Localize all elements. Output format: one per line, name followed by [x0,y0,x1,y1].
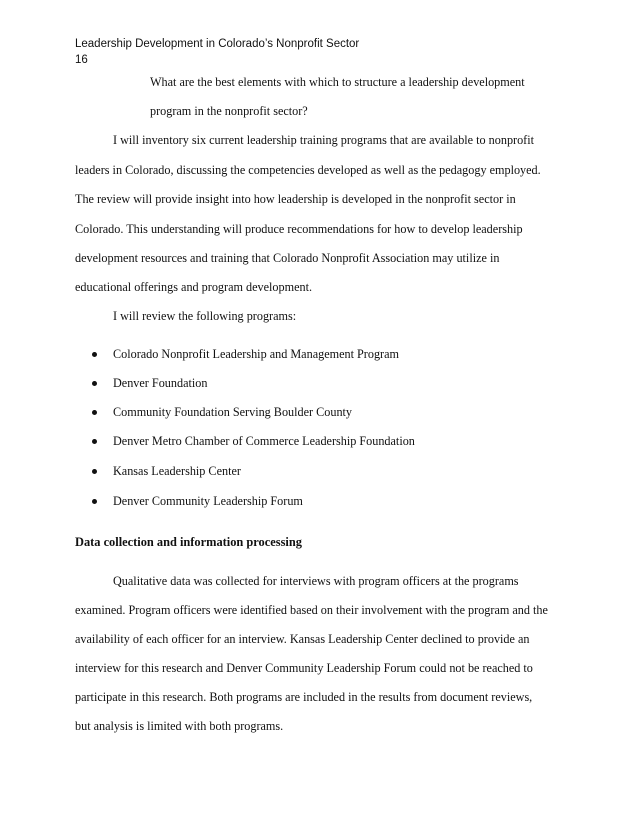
section-heading: Data collection and information processing [75,535,302,549]
bullet-icon [92,410,97,415]
question-line: program in the nonprofit sector? [150,104,308,118]
running-header [75,36,359,68]
bullet-icon [92,381,97,386]
paragraph-line: I will inventory six current leadership training programs that are available to nonprofit [113,133,535,147]
bullet-icon [92,352,97,357]
bullet-icon [92,439,97,444]
paragraph-line: participate in this research. Both programs are included in the results from document reviews, [75,690,533,704]
running-title: Leadership Development in Colorado’s Nonprofit Sector [75,38,360,50]
paragraph-line: The review will provide insight into how leadership is developed in the nonprofit sector in [75,192,516,206]
question-line: What are the best elements with which to structure a leadership development [150,75,525,89]
list-item-label: Denver Metro Chamber of Commerce Leadership Foundation [113,434,415,448]
bullet-icon [92,499,97,504]
paragraph-line: examined. Program officers were identified based on their involvement with the program and the [75,603,548,617]
review-intro-line: I will review the following programs: [113,309,297,323]
paragraph-line: educational offerings and program development. [75,280,313,294]
page-number: 16 [75,54,88,66]
bullet-icon [92,469,97,474]
paragraph-line: interview for this research and Denver Community Leadership Forum could not be reached to [75,661,533,675]
list-item-label: Colorado Nonprofit Leadership and Management Program [113,347,399,361]
paragraph-line: availability of each officer for an interview. Kansas Leadership Center declined to provide an [75,632,530,646]
list-item-label: Kansas Leadership Center [113,464,241,478]
paragraph-line: but analysis is limited with both programs. [75,719,284,733]
paragraph-line: leaders in Colorado, discussing the competencies developed as well as the pedagogy employed. [75,163,541,177]
paragraph-line: development resources and training that Colorado Nonprofit Association may utilize in [75,251,500,265]
paragraph-line: Qualitative data was collected for interviews with program officers at the programs [113,574,519,588]
list-item-label: Denver Community Leadership Forum [113,494,303,508]
list-item-label: Community Foundation Serving Boulder County [113,405,353,419]
list-item-label: Denver Foundation [113,376,208,390]
paragraph-line: Colorado. This understanding will produce recommendations for how to develop leadership [75,222,523,236]
